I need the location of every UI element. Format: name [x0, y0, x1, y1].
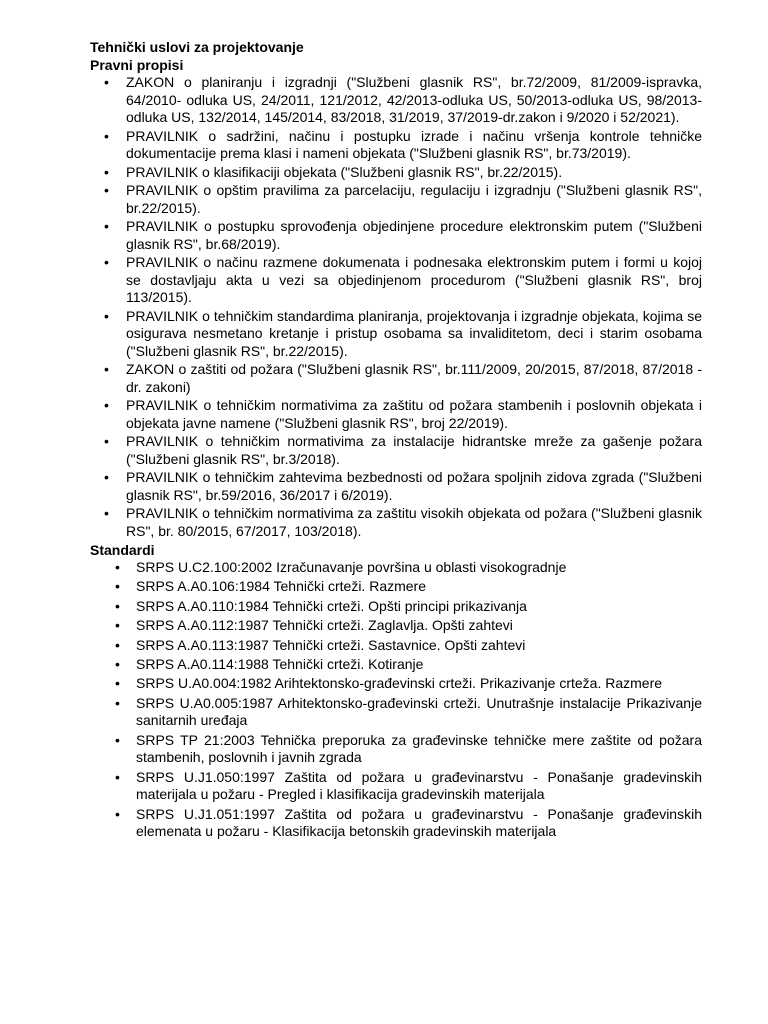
standards-list	[90, 559, 702, 841]
bullet-icon: •	[115, 559, 120, 575]
standard-item	[90, 637, 702, 655]
regulation-item	[90, 469, 702, 504]
standard-item	[90, 732, 702, 767]
regulation-item-text: PRAVILNIK o tehničkim zahtevima bezbednosti od požara spoljnih zidova zgrada ("Službeni glasnik RS", br.59/2016, 36/2017 i 6/2019).	[126, 469, 702, 503]
regulation-item-text: PRAVILNIK o sadržini, načinu i postupku izrade i načinu vršenja kontrole tehničke dokumentacije prema klasi i nameni objekata ("Službeni glasnik RS", br.73/2019).	[126, 127, 702, 162]
bullet-icon: •	[115, 805, 120, 822]
standard-item-text: SRPS U.A0.005:1987 Arhitektonsko-građevinski crteži. Unutrašnje instalacije Prikazivanje sanitarnih uređaja	[136, 694, 702, 729]
bullet-icon: •	[115, 694, 120, 711]
regulation-item-text: PRAVILNIK o opštim pravilima za parcelaciju, regulaciju i izgradnju ("Službeni glasnik RS", br.22/2015).	[126, 181, 702, 216]
regulation-item-text: ZAKON o planiranju i izgradnji ("Službeni glasnik RS", br.72/2009, 81/2009-ispravka, 64/2010- odluka US, 24/2011, 121/2012, 42/2013-odluka US, 50/2013-odluka US, 98/2013-odluka US, 132/2014, 145/2014, 83/2018, 31/2019, 37/2019-dr.zakon i 9/2020 i 52/2021).	[126, 74, 702, 126]
bullet-icon: •	[115, 597, 120, 614]
regulation-item	[90, 218, 702, 253]
legal-regulations-list	[90, 74, 702, 540]
bullet-icon: •	[115, 617, 120, 634]
regulation-item	[90, 397, 702, 432]
regulation-item-text: PRAVILNIK o tehničkim normativima za instalacije hidrantske mreže za gašenje požara ("Službeni glasnik RS", br.3/2018).	[126, 433, 702, 467]
regulation-item	[90, 361, 702, 396]
bullet-icon: •	[104, 469, 109, 486]
standard-item-text: SRPS U.J1.051:1997 Zaštita od požara u građevinarstvu - Ponašanje građevinskih elemenata u požaru - Klasifikacija betonskih gradevinskih materijala	[136, 805, 702, 840]
standard-item-text: SRPS A.A0.114:1988 Tehnički crteži. Kotiranje	[136, 655, 424, 672]
bullet-icon: •	[115, 675, 120, 692]
standard-item	[90, 806, 702, 841]
section-heading-standards: Standardi	[90, 542, 155, 558]
standard-item	[90, 675, 702, 693]
bullet-icon: •	[115, 655, 120, 672]
standard-item-text: SRPS U.A0.004:1982 Arihtektonsko-građevinski crteži. Prikazivanje crteža. Razmere	[136, 675, 663, 692]
regulation-item-text: ZAKON o zaštiti od požara ("Službeni glasnik RS", br.111/2009, 20/2015, 87/2018, 87/2018 - dr. zakoni)	[126, 361, 702, 395]
section-heading-legal-regulations: Pravni propisi	[90, 57, 184, 73]
standard-item-text: SRPS A.A0.106:1984 Tehnički crteži. Razmere	[136, 578, 427, 595]
regulation-item-text: PRAVILNIK o tehničkim normativima za zaštitu visokih objekata od požara ("Službeni glasnik RS", br. 80/2015, 67/2017, 103/2018).	[126, 505, 702, 539]
bullet-icon: •	[104, 74, 109, 90]
standard-item	[90, 695, 702, 730]
bullet-icon: •	[104, 181, 109, 198]
standard-item-text: SRPS U.C2.100:2002 Izračunavanje površina u oblasti visokogradnje	[136, 559, 567, 575]
regulation-item-text: PRAVILNIK o načinu razmene dokumenata i podnesaka elektronskim putem i formi u kojoj se dostavljaju akta u vezi sa objedinjenom procedurom ("Službeni glasnik RS", broj 113/2015).	[126, 253, 702, 306]
bullet-icon: •	[104, 361, 109, 378]
standard-item-text: SRPS A.A0.110:1984 Tehnički crteži. Opšti principi prikazivanja	[136, 597, 527, 614]
regulation-item-text: PRAVILNIK o tehničkim standardima planiranja, projektovanja i izgradnje objekata, kojima se osigurava nesmetano kretanje i pristup osobama sa invaliditetom, deci i starim osobama ("Službeni glasnik RS", br.22/2015).	[126, 307, 702, 359]
regulation-item	[90, 254, 702, 307]
bullet-icon: •	[104, 505, 109, 522]
standard-item	[90, 617, 702, 635]
regulation-item	[90, 505, 702, 540]
bullet-icon: •	[115, 636, 120, 653]
regulation-item-text: PRAVILNIK o tehničkim normativima za zaštitu od požara stambenih i poslovnih objekata i objekata javne namene ("Službeni glasnik RS", broj 22/2019).	[126, 397, 702, 431]
standard-item	[90, 598, 702, 616]
regulation-item	[90, 74, 702, 127]
document-page	[90, 38, 702, 843]
standard-item-text: SRPS TP 21:2003 Tehnička preporuka za građevinske tehničke mere zaštite od požara stambenih, poslovnih i javnih zgrada	[136, 731, 702, 766]
bullet-icon: •	[115, 578, 120, 595]
bullet-icon: •	[104, 433, 109, 450]
regulation-item-text: PRAVILNIK o postupku sprovođenja objedinjene procedure elektronskim putem ("Službeni glasnik RS", br.68/2019).	[126, 217, 702, 252]
bullet-icon: •	[104, 127, 109, 144]
bullet-icon: •	[115, 768, 120, 785]
regulation-item	[90, 433, 702, 468]
regulation-item-text: PRAVILNIK o klasifikaciji objekata ("Službeni glasnik RS", br.22/2015).	[126, 163, 563, 180]
bullet-icon: •	[104, 253, 109, 270]
regulation-item	[90, 182, 702, 217]
standard-item	[90, 578, 702, 596]
standard-item-text: SRPS A.A0.113:1987 Tehnički crteži. Sastavnice. Opšti zahtevi	[136, 636, 526, 653]
document-title: Tehnički uslovi za projektovanje	[90, 39, 304, 55]
standard-item	[90, 769, 702, 804]
standard-item	[90, 559, 702, 577]
regulation-item	[90, 128, 702, 163]
bullet-icon: •	[104, 163, 109, 180]
bullet-icon: •	[104, 217, 109, 234]
bullet-icon: •	[104, 307, 109, 324]
bullet-icon: •	[104, 397, 109, 414]
standard-item-text: SRPS A.A0.112:1987 Tehnički crteži. Zaglavlja. Opšti zahtevi	[136, 617, 513, 634]
standard-item-text: SRPS U.J1.050:1997 Zaštita od požara u građevinarstvu - Ponašanje gradevinskih materijala u požaru - Pregled i klasifikacija gradevinskih materijala	[136, 768, 702, 803]
regulation-item	[90, 308, 702, 361]
regulation-item	[90, 164, 702, 182]
bullet-icon: •	[115, 731, 120, 748]
standard-item	[90, 656, 702, 674]
